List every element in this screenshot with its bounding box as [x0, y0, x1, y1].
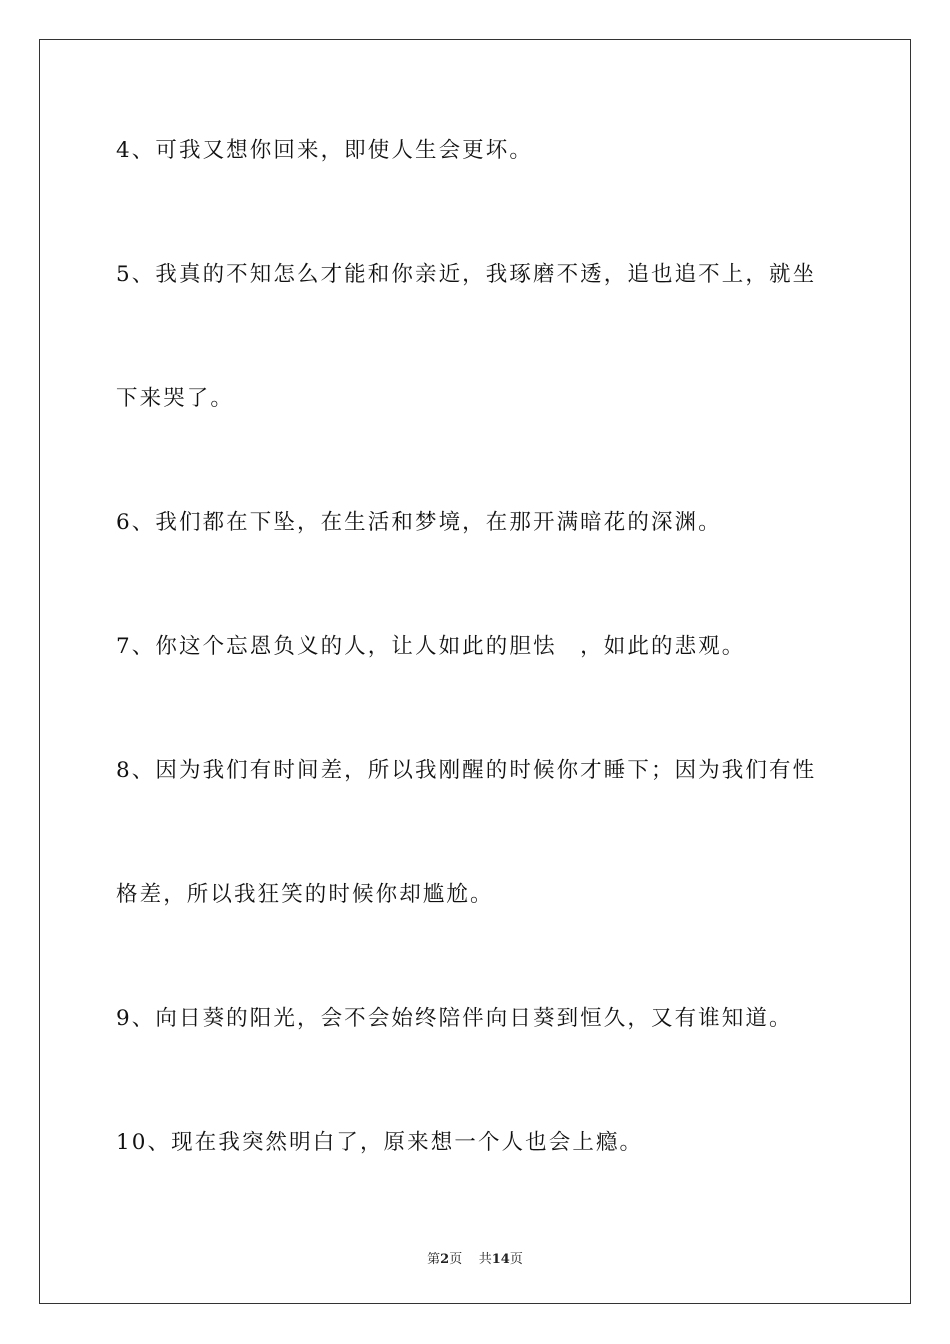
page-suffix: 页: [449, 1252, 463, 1267]
quote-line-4: 4、可我又想你回来，即使人生会更坏。: [116, 138, 533, 163]
quote-line-8b: 格差，所以我狂笑的时候你却尴尬。: [116, 882, 494, 907]
quote-line-6: 6、我们都在下坠，在生活和梦境，在那开满暗花的深渊。: [116, 510, 722, 535]
total-pages: 14: [491, 1252, 510, 1267]
quote-line-5a: 5、我真的不知怎么才能和你亲近，我琢磨不透，追也追不上，就坐: [116, 262, 817, 287]
quote-line-10: 10、现在我突然明白了，原来想一个人也会上瘾。: [116, 1130, 644, 1155]
page-footer: [0, 1248, 950, 1267]
quote-line-8a: 8、因为我们有时间差，所以我刚醒的时候你才睡下；因为我们有性: [116, 758, 817, 783]
quote-line-7: 7、你这个忘恩负义的人，让人如此的胆怯 ，如此的悲观。: [116, 634, 746, 659]
total-suffix: 页: [509, 1252, 523, 1267]
page-number: 2: [440, 1252, 450, 1267]
quote-line-9: 9、向日葵的阳光，会不会始终陪伴向日葵到恒久，又有谁知道。: [116, 1006, 793, 1031]
page-border: [39, 39, 911, 1304]
quote-line-5b: 下来哭了。: [116, 386, 235, 411]
page-prefix: 第: [427, 1252, 441, 1267]
total-prefix: 共: [478, 1252, 492, 1267]
